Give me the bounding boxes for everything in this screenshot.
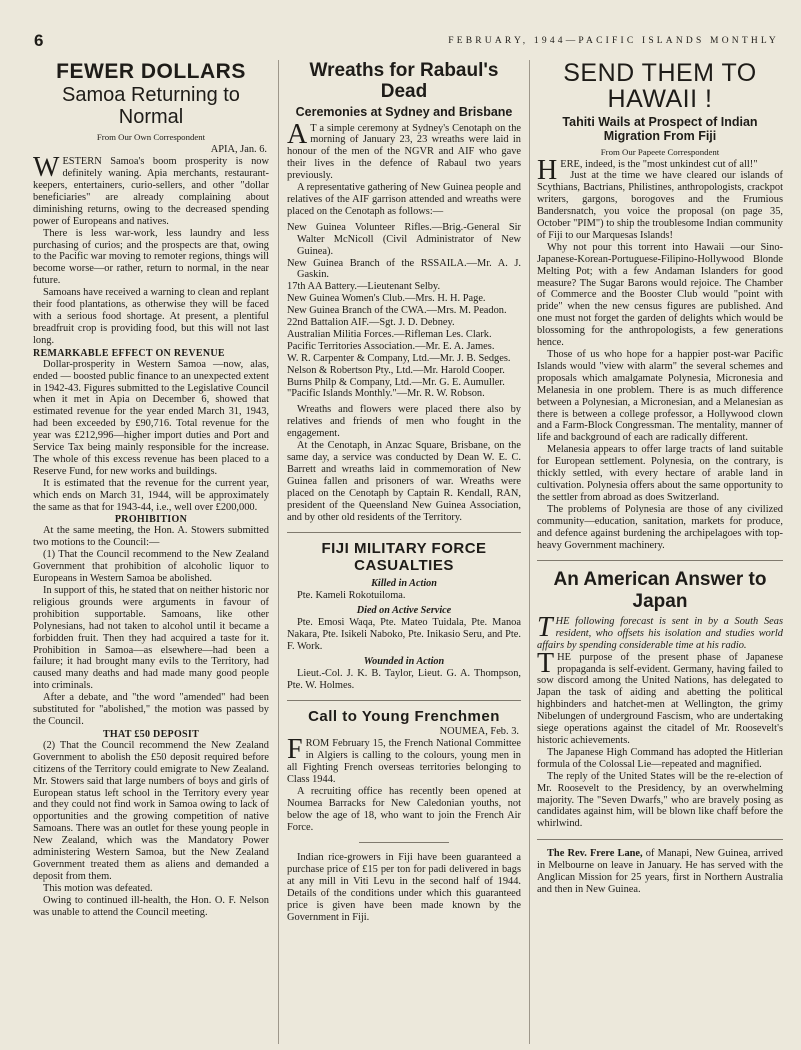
page-number: 6 [34, 31, 44, 50]
personal-note: The Rev. Frere Lane, of Manapi, New Guinea, arrived in Melbourne on leave in January. He has served with the Anglican Mission for 25 years, first in Northern Australia and then in New Guinea. [537, 848, 783, 895]
byline: From Our Papeete Correspondent [600, 146, 720, 157]
wreath-list-item: Burns Philp & Company, Ltd.—Mr. G. E. Aumuller. [287, 376, 505, 388]
divider [359, 842, 449, 843]
column-rule [529, 60, 530, 1044]
paragraph: (1) That the Council recommend to the New Zealand Government that prohibition of alcoholic liquor to Europeans in Western Samoa be abolished. [33, 549, 269, 585]
subheadline: Ceremonies at Sydney and Brisbane [295, 104, 513, 119]
paragraph: At the Cenotaph, in Anzac Square, Brisbane, on the same day, a service was conducted by Dean W. E. C. Barrett and wreaths laid in commemoration of New Guinea fallen and prisoners of war. Wreaths were placed on the Cenotaph by Captain R. Kendall, RAN, president of the Queensland New Guinea Association, and by other old residents of the Territory. [287, 440, 521, 523]
casualty-label: Died on Active Service [356, 604, 452, 616]
paragraph: Why not pour this torrent into Hawaii —our Sino-Japanese-Korean-Portuguese-Filipino-Hollywood Blonde Melting Pot; with a few Andaman Islanders for good measure? The Sugar Barons would rejoice. The Chamber of Commerce and the Booster Club would "point with pride" when the new census figures are published. And one must not forget the garden of delights which would be blossoming for the anthropologists, a few generations hence. [537, 241, 783, 349]
drop-cap: A [287, 118, 308, 150]
wreath-list-item: New Guinea Branch of the CWA.—Mrs. M. Peadon. [287, 305, 507, 317]
wreath-list-item: Australian Militia Forces.—Rifleman Les. Clark. [287, 328, 492, 340]
divider [537, 839, 783, 840]
paragraph: At the same meeting, the Hon. A. Stowers submitted two motions to the Council:— [33, 525, 269, 549]
headline: FEWER DOLLARS [56, 60, 246, 83]
wreath-list-item: New Guinea Volunteer Rifles.—Brig.-General Sir Walter McNicoll (Civil Administrator of New Guinea). [287, 221, 521, 257]
wreath-list-item: New Guinea Branch of the RSSAILA.—Mr. A. J. Gaskin. [287, 257, 521, 281]
section-subheading: THAT £50 DEPOSIT [102, 728, 200, 740]
paragraph: It is estimated that the revenue for the current year, which ends on March 31, 1944, will be approximately the same as that for 1943-44, i.e., well over £200,000. [33, 477, 269, 513]
wreath-list-item: New Guinea Women's Club.—Mrs. H. H. Page. [287, 293, 486, 305]
paragraph: Melanesia appears to offer large tracts of land suitable for European settlement. Polynesia, on the contrary, is thickly settled, with every hectare of arable land in cultivation. Polynesia offers about the same opportunity to the settler from abroad as does Switzerland. [537, 444, 783, 503]
paragraph: There is less war-work, less laundry and less purchasing of curios; and the prospects are that, owing to the Pacific war moving to remoter regions, things will become worse—or rather, return to normal, in the near future. [33, 227, 269, 287]
drop-cap: W [33, 152, 60, 184]
editor-note: THE following forecast is sent in by a South Seas resident, who offsets his isolation and studies world affairs by spending considerable time at his radio. [537, 611, 783, 651]
column-tahiti [537, 60, 783, 1046]
drop-cap: T [537, 611, 553, 643]
column-samoa [33, 60, 269, 1046]
publication-header: FEBRUARY, 1944—PACIFIC ISLANDS MONTHLY [448, 36, 779, 46]
paragraph: Pte. Emosi Waqa, Pte. Mateo Tuidala, Pte. Manoa Nakara, Pte. Isikeli Naboko, Pte. Inikasio Seru, and Pte. F. Work. [287, 616, 521, 652]
divider [287, 532, 521, 533]
paragraph: This motion was defeated. [43, 882, 153, 894]
section-subheading: REMARKABLE EFFECT ON REVENUE [33, 347, 225, 359]
paragraph: In support of this, he stated that on neither historic nor religious grounds were arguments in favour of prohibition supportable. Samoans, like other Polynesians, had not taken to alcohol until it became a forbidden fruit. Then they had acquired a taste for it. Prohibition in Samoa—as elsewhere—had been a failure; it had brought many evils to the Territory, had caused many deaths and had made many good people into criminals. [33, 585, 269, 692]
divider [287, 700, 521, 701]
casualty-label: Wounded in Action [363, 655, 445, 667]
wreath-list-item: 17th AA Battery.—Lieutenant Selby. [287, 281, 441, 293]
column-rabaul [287, 60, 521, 1046]
headline: FIJI MILITARY FORCE CASUALTIES [321, 540, 487, 575]
paragraph: (2) That the Council recommend the New Zealand Government to abolish the £50 deposit required before citizens of the Territory could emigrate to New Zealand. Mr. Stowers said that large numbers of boys and girls of European status left school in the Territory every year and they could not find work in Samoa owing to lack of opportunities and the growing competition of native Samoans. There was an outlet for these young people in New Zealand, which was the Mandatory Power administering Western Samoa, but the New Zealand Government treated them as aliens and demanded a deposit from them. [33, 739, 269, 882]
drop-cap: H [537, 154, 558, 186]
paragraph: FROM February 15, the French National Committee in Algiers is calling to the colours, young men in all Fighting French overseas territories belonging to Class 1944. [287, 734, 521, 785]
wreath-list-item: Pacific Territories Association.—Mr. E. A. James. [287, 340, 495, 352]
paragraph: HERE, indeed, is the "most unkindest cut of all!" [537, 154, 758, 186]
paragraph: The Japanese High Command has adopted the Hitlerian formula of the Colossal Lie—repeated and magnified. [537, 746, 783, 770]
dateline: APIA, Jan. 6. [210, 144, 267, 156]
headline: An American Answer to Japan [553, 569, 767, 612]
casualty-label: Killed in Action [371, 578, 437, 590]
paragraph: THE purpose of the present phase of Japanese propaganda is self-evident. Germany, having failed to sow discord among the United Nations, has delegated to Japan the task of aiding and abetting the political highbinders and hatchet-men at Wellington, the grimy Nibelungen of underground Fascism, who are undertaking siege operations against the citadel of Mr. Roosevelt's historic achievements. [537, 647, 783, 746]
wreath-list-item: 22nd Battalion AIF.—Sgt. J. D. Debney. [287, 317, 455, 329]
paragraph: Pte. Kameli Rokotuiloma. [297, 590, 406, 602]
subheadline: Tahiti Wails at Prospect of Indian Migration From Fiji [562, 114, 758, 143]
paragraph: A recruiting office has recently been opened at Noumea Barracks for New Caledonian youths, not below the age of 18, who want to join the French Air Force. [287, 785, 521, 833]
paragraph: Lieut.-Col. J. K. B. Taylor, Lieut. G. A. Thompson, Pte. W. Holmes. [287, 667, 521, 691]
headline: Wreaths for Rabaul's Dead [309, 60, 499, 103]
paragraph: Those of us who hope for a happier post-war Pacific Islands would "view with alarm" the several schemes and proposals which amalgamate Polynesia, Micronesia and Melanesia in one problem. There is as much difference between a Polynesian, a Micronesian, and a Melanesian as there is between a college professor, a Hollywood clown and a Farm-Block Congressman. The mentality, manner of life and background of each are radically different. [537, 349, 783, 444]
wreath-list-item: Nelson & Robertson Pty., Ltd.—Mr. Harold Cooper. [287, 364, 505, 376]
drop-cap: T [537, 647, 555, 679]
wreath-list-item: W. R. Carpenter & Company, Ltd.—Mr. J. B. Sedges. [287, 352, 511, 364]
paragraph: WESTERN Samoa's boom prosperity is now definitely waning. Apia merchants, restaurant-keepers, entertainers, curio-sellers, and other "dollar beneficiaries" are already complaining about diminishing returns, owing to the decreased spending power of Europeans and natives. [33, 152, 269, 227]
note-lead: The Rev. Frere Lane, [547, 848, 643, 860]
paragraph: A representative gathering of New Guinea people and relatives of the AIF garrison attended and wreaths were placed on the Cenotaph as follows:— [287, 182, 521, 217]
headline: Call to Young Frenchmen [308, 708, 500, 726]
headline: SEND THEM TO HAWAII ! [563, 60, 757, 114]
running-head [34, 31, 779, 52]
paragraph: Owing to continued ill-health, the Hon. O. F. Nelson was unable to attend the Council meeting. [33, 894, 269, 918]
paragraph: Samoans have received a warning to clean and replant their food plantations, as otherwise they will be faced with a serious food shortage. At present, a plentiful breadfruit crop is providing food, but this will not last long. [33, 287, 269, 346]
paragraph: A T a simple ceremony at Sydney's Cenotaph on the morning of January 23, 23 wreaths were laid in honour of the men of the NGVR and AIF who gave their lives in the defence of Rabaul two years previously. [287, 118, 521, 182]
paragraph: After a debate, and "the word "amended" had been substituted for "abolished," the motion was passed by the Council. [33, 692, 269, 727]
paragraph: Wreaths and flowers were placed there also by relatives and friends of men who fought in the engagement. [287, 404, 521, 440]
paragraph: The reply of the United States will be the re-election of Mr. Roosevelt to the Presidency, by an overwhelming majority. The "Seven Dwarfs," who are bravely posing as candidates against him, will be blown like chaff before the whirlwind. [537, 770, 783, 830]
paragraph: Indian rice-growers in Fiji have been guaranteed a purchase price of £15 per ton for padi delivered in bags at any mill in Viti Levu in the second half of 1944. Details of the conditions under which this guaranteed price is given have been made known by the Government in Fiji. [287, 852, 521, 923]
drop-cap: F [287, 734, 303, 766]
divider [537, 560, 783, 561]
byline: From Our Own Correspondent [96, 132, 206, 143]
wreath-list-item: "Pacific Islands Monthly."—Mr. R. W. Robson. [287, 388, 485, 400]
paragraph: Just at the time we have cleared our islands of Scythians, Bactrians, Philistines, anthropologists, crackpot writers, gargons, borogoves and the Frumious Bandersnatch, you voice the proposal (on page 35, October "PIM") to ship the troublesome Indian community of Fiji to our Marquesas Islands! [537, 170, 783, 241]
column-rule [278, 60, 279, 1044]
dateline: NOUMEA, Feb. 3. [439, 726, 519, 738]
section-subheading: PROHIBITION [114, 514, 188, 526]
subheadline: Samoa Returning to Normal [62, 83, 240, 128]
paragraph: Dollar-prosperity in Western Samoa —now, alas, ended — boosted public finance to an unexpected extent in 1942-43. Figures submitted to the Legislative Council when it met in Apia on December 6, showed that estimated revenue for the year ended March 31, 1943, had been exceeded by £90,716. Total revenue for the year was £212,996—higher import duties and Port and Service Tax being mainly responsible for the increase. The whole of this excess revenue has been placed to a Reserve Fund, for new works and buildings. [33, 358, 269, 477]
paragraph: The problems of Polynesia are those of any civilized community—education, sanitation, markets for produce, and defence against burdening the archipelagoes with top-heavy Government machinery. [537, 503, 783, 551]
